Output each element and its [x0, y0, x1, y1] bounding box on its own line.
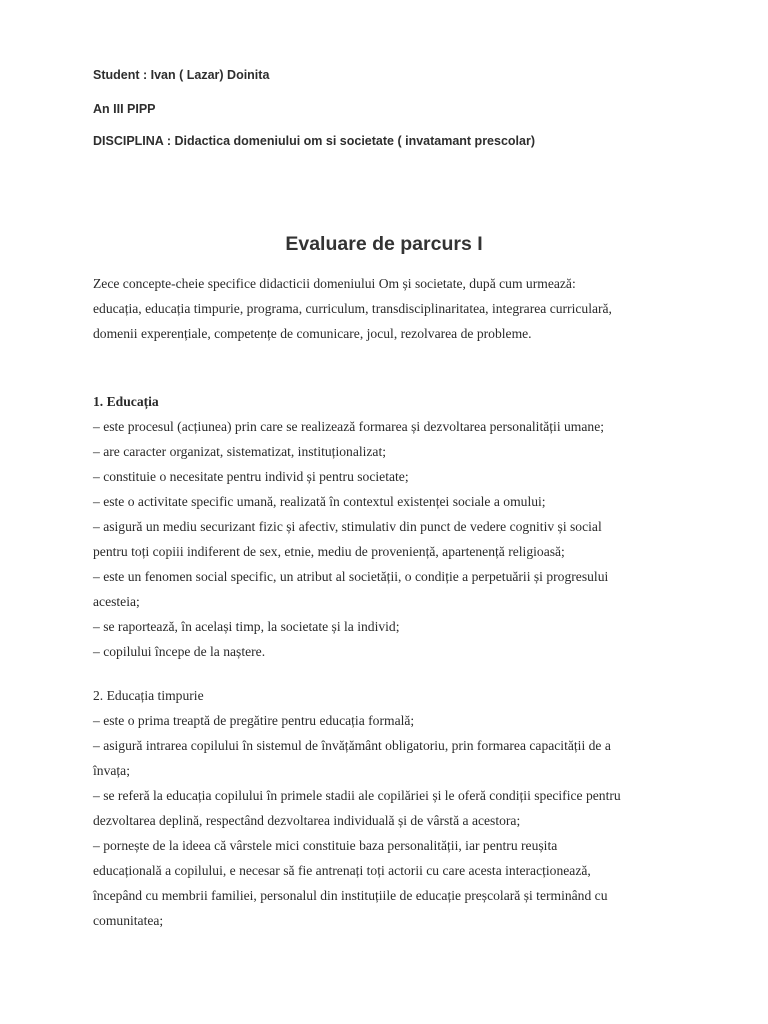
intro-line: domenii experențiale, competențe de comunicare, jocul, rezolvarea de probleme. — [93, 326, 532, 341]
section-line: comunitatea; — [93, 913, 164, 928]
discipline: DISCIPLINA : Didactica domeniului om si societate ( invatamant prescolar) — [93, 134, 535, 148]
section-line: – copilului începe de la naștere. — [93, 644, 266, 659]
section-line: pentru toți copiii indiferent de sex, etnie, mediu de proveniență, apartenență religioasă; — [93, 544, 565, 559]
section-line: – se referă la educația copilului în primele stadii ale copilăriei și le oferă condiții specifice pentru — [93, 788, 621, 803]
section-line: acesteia; — [93, 594, 140, 609]
section-line: dezvoltarea deplină, respectând dezvoltarea individuală și de vârstă a acestora; — [93, 813, 521, 828]
section-line: educațională a copilului, e necesar să fie antrenați toți actorii cu care acesta interacționează, — [93, 863, 591, 878]
section-line: – se raportează, în același timp, la societate și la individ; — [93, 619, 400, 634]
section-line: – este procesul (acțiunea) prin care se realizează formarea și dezvoltarea personalității umane; — [93, 419, 605, 434]
section-line: – este o activitate specific umană, realizată în contextul existenței sociale a omului; — [93, 494, 546, 509]
section-line: învața; — [93, 763, 130, 778]
section-early-education — [93, 683, 708, 933]
intro-paragraph — [93, 271, 708, 346]
section-title: 1. Educația — [93, 394, 159, 409]
section-line: – pornește de la ideea că vârstele mici constituie baza personalității, iar pentru reușita — [93, 838, 558, 853]
section-line: – constituie o necesitate pentru individ și pentru societate; — [93, 469, 409, 484]
section-line: – este o prima treaptă de pregătire pentru educația formală; — [93, 713, 415, 728]
intro-line: educația, educația timpurie, programa, curriculum, transdisciplinaritatea, integrarea curriculară, — [93, 301, 612, 316]
section-education — [93, 389, 708, 664]
section-title: 2. Educația timpurie — [93, 688, 204, 703]
section-line: – este un fenomen social specific, un atribut al societății, o condiție a perpetuării și progresului — [93, 569, 609, 584]
section-line: – asigură intrarea copilului în sistemul de învățământ obligatoriu, prin formarea capacității de a — [93, 738, 611, 753]
document-title: Evaluare de parcurs I — [285, 233, 483, 255]
section-line: – are caracter organizat, sistematizat, instituționalizat; — [93, 444, 387, 459]
study-year: An III PIPP — [93, 102, 156, 116]
intro-line: Zece concepte-cheie specifice didacticii domeniului Om și societate, după cum urmează: — [93, 276, 576, 291]
section-line: începând cu membrii familiei, personalul din instituțiile de educație preșcolară și terminând cu — [93, 888, 608, 903]
section-line: – asigură un mediu securizant fizic și afectiv, stimulativ din punct de vedere cognitiv și social — [93, 519, 602, 534]
student-name: Student : Ivan ( Lazar) Doinita — [93, 68, 270, 82]
